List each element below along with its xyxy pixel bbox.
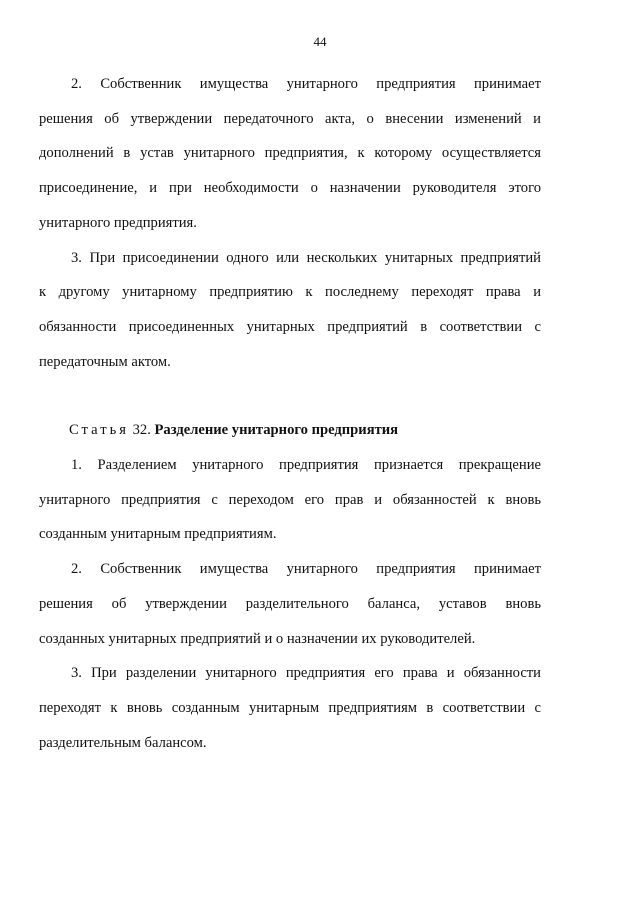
article-paragraph-2 xyxy=(39,552,541,656)
page-number: 44 xyxy=(313,34,327,49)
text-line: дополнений в устав унитарного предприятия, к которому осуществляется xyxy=(39,145,541,162)
text-line: 3. При присоединении одного или нескольких унитарных предприятий xyxy=(71,249,541,266)
text-line: решения об утверждении разделительного баланса, уставов вновь xyxy=(39,595,541,612)
text-line: обязанности присоединенных унитарных предприятий в соответствии с xyxy=(39,318,541,335)
text-line: унитарного предприятия с переходом его прав и обязанностей к вновь xyxy=(39,491,541,508)
text-line: разделительным балансом. xyxy=(39,734,207,751)
text-line: унитарного предприятия. xyxy=(39,214,197,231)
article-paragraph-1 xyxy=(39,448,541,552)
section-gap xyxy=(39,379,541,413)
text-line: созданных унитарных предприятий и о назначении их руководителей. xyxy=(39,630,476,647)
article-title: Разделение унитарного предприятия xyxy=(154,422,399,439)
text-line: переходят к вновь созданным унитарным предприятиям в соответствии с xyxy=(39,699,541,716)
article-paragraph-3 xyxy=(39,656,541,760)
text-line: к другому унитарному предприятию к последнему переходят права и xyxy=(39,284,541,301)
text-line: 1. Разделением унитарного предприятия признается прекращение xyxy=(71,457,541,474)
paragraph-2-owner-decisions xyxy=(39,67,541,241)
text-line: решения об утверждении передаточного акта, о внесении изменений и xyxy=(39,110,541,127)
article-heading xyxy=(39,413,541,448)
document-body xyxy=(39,67,541,760)
text-line: 2. Собственник имущества унитарного предприятия принимает xyxy=(71,76,541,92)
article-number: 32. xyxy=(132,422,151,439)
article-word: Статья xyxy=(69,422,129,439)
text-line: передаточным актом. xyxy=(39,353,171,370)
text-line: 2. Собственник имущества унитарного предприятия принимает xyxy=(71,561,541,578)
text-line: присоединение, и при необходимости о назначении руководителя этого xyxy=(39,180,541,197)
text-line: созданным унитарным предприятиям. xyxy=(39,526,277,543)
paragraph-3-merger-rights xyxy=(39,241,541,380)
text-line: 3. При разделении унитарного предприятия его права и обязанности xyxy=(71,665,541,682)
